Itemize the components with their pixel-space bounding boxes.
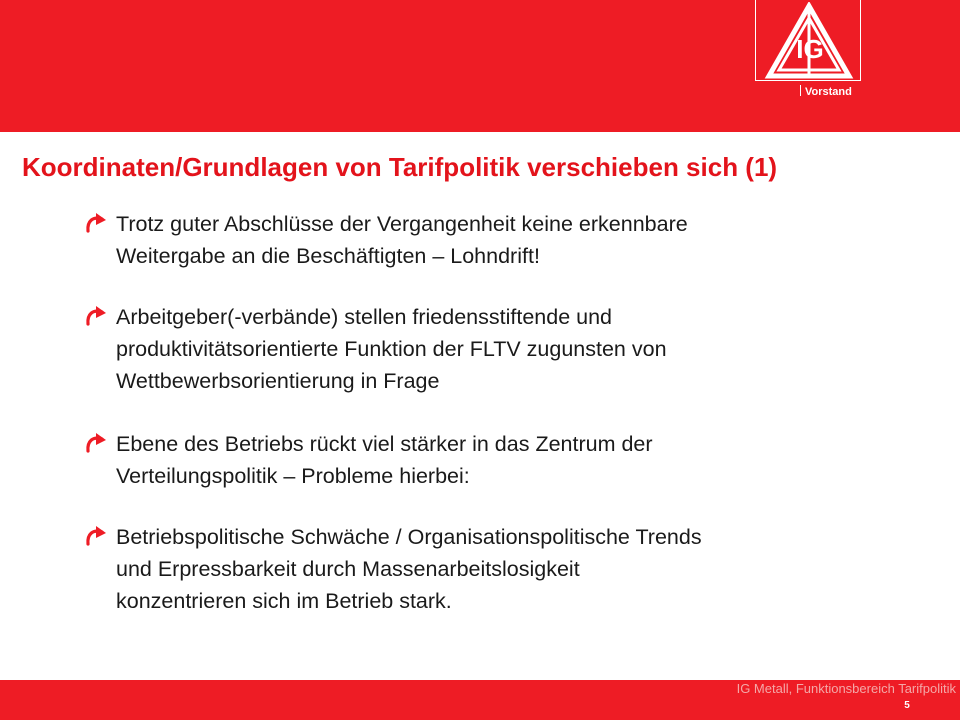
page-number: 5 <box>904 700 910 711</box>
logo-frame-bottom-line <box>755 80 861 81</box>
bullet-line: produktivitätsorientierte Funktion der FLTV zugunsten von <box>116 337 667 361</box>
org-unit-text: Vorstand <box>805 86 852 98</box>
bullet-line: Wettbewerbsorientierung in Frage <box>116 369 440 393</box>
bullet-text <box>116 208 876 272</box>
bullet-line: Verteilungspolitik – Probleme hierbei: <box>116 464 470 488</box>
bullet-text <box>116 301 876 397</box>
slide-title: Koordinaten/Grundlagen von Tarifpolitik verschieben sich (1) <box>22 152 778 182</box>
logo-frame-right-line <box>860 0 861 80</box>
curved-arrow-right-icon <box>84 432 108 454</box>
curved-arrow-right-icon <box>84 305 108 327</box>
curved-arrow-right-icon <box>84 212 108 234</box>
bullet-line: Ebene des Betriebs rückt viel stärker in das Zentrum der <box>116 432 653 456</box>
bullet-line: Weitergabe an die Beschäftigten – Lohndrift! <box>116 244 540 268</box>
bullet-text <box>116 521 876 617</box>
bullet-line: Trotz guter Abschlüsse der Vergangenheit keine erkennbare <box>116 212 688 236</box>
footer-text: IG Metall, Funktionsbereich Tarifpolitik <box>736 681 956 696</box>
bullet-line: Betriebspolitische Schwäche / Organisationspolitische Trends <box>116 525 702 549</box>
org-unit-label <box>800 85 852 99</box>
logo-lettering: IG <box>796 34 824 64</box>
org-unit-separator <box>800 85 801 96</box>
bullet-line: Arbeitgeber(-verbände) stellen friedensstiftende und <box>116 305 612 329</box>
logo-frame-left-line <box>755 0 756 80</box>
curved-arrow-right-icon <box>84 525 108 547</box>
bullet-line: und Erpressbarkeit durch Massenarbeitslosigkeit <box>116 557 580 581</box>
bullet-line: konzentrieren sich im Betrieb stark. <box>116 589 452 613</box>
ig-metall-logo <box>761 2 857 80</box>
bullet-text <box>116 428 876 492</box>
